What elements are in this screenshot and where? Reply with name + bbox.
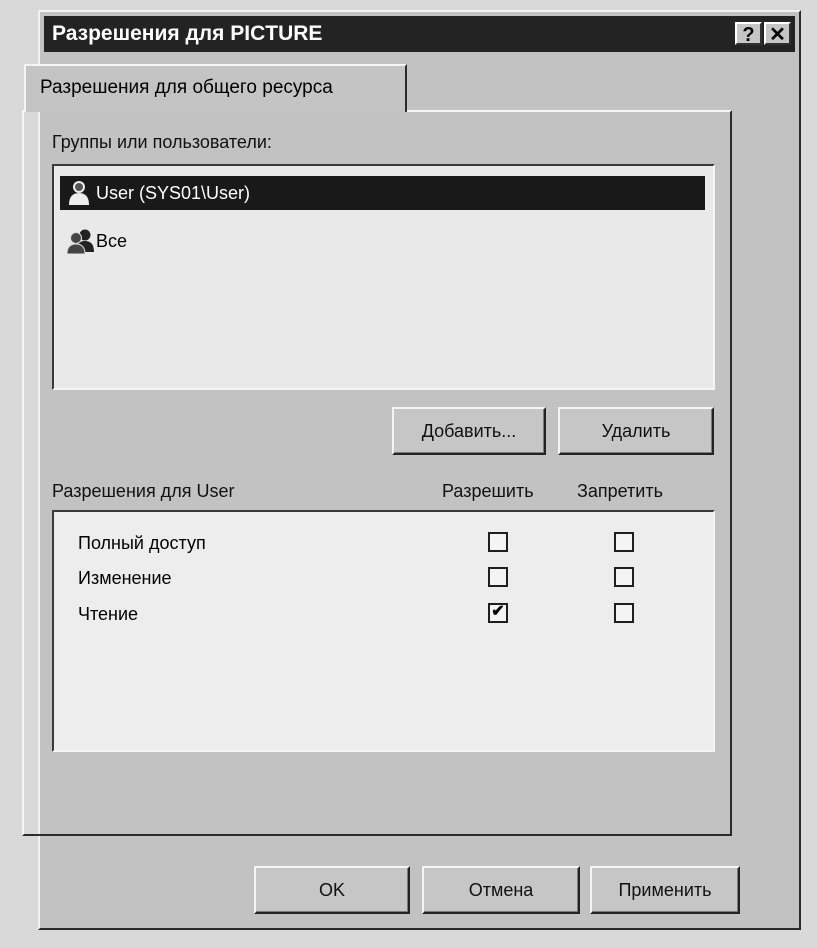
window-title: Разрешения для PICTURE [52,22,323,45]
remove-button[interactable]: Удалить [558,407,714,455]
tab-share-permissions[interactable]: Разрешения для общего ресурса [24,64,407,112]
groups-label: Группы или пользователи: [52,132,272,152]
allow-checkbox-full-control[interactable] [488,532,508,552]
permission-name: Полный доступ [78,533,206,553]
allow-checkbox-read[interactable]: ✔ [488,603,508,623]
allow-column-header: Разрешить [442,481,534,501]
deny-checkbox-change[interactable] [614,567,634,587]
permission-name: Изменение [78,568,172,588]
cancel-button[interactable]: Отмена [422,866,580,914]
user-icon [66,180,92,206]
list-item-label: Все [96,230,128,251]
deny-checkbox-full-control[interactable] [614,532,634,552]
ok-button[interactable]: OK [254,866,410,914]
permissions-label: Разрешения для User [52,481,235,501]
list-item-label: User (SYS01\User) [96,182,251,203]
deny-column-header: Запретить [577,481,663,501]
help-button[interactable]: ? [735,22,762,45]
permission-row-full-control [78,529,678,559]
permission-row-change [78,564,678,594]
list-item-everyone[interactable] [60,224,127,258]
allow-checkbox-change[interactable] [488,567,508,587]
apply-button[interactable]: Применить [590,866,740,914]
permission-row-read [78,600,678,630]
add-button[interactable]: Добавить... [392,407,546,455]
title-bar [44,16,795,52]
permissions-list [52,510,715,752]
deny-checkbox-read[interactable] [614,603,634,623]
list-item-user[interactable] [60,176,705,210]
users-group-icon [66,228,92,254]
groups-list[interactable] [52,164,715,390]
permission-name: Чтение [78,604,139,624]
close-button[interactable]: ✕ [764,22,791,45]
